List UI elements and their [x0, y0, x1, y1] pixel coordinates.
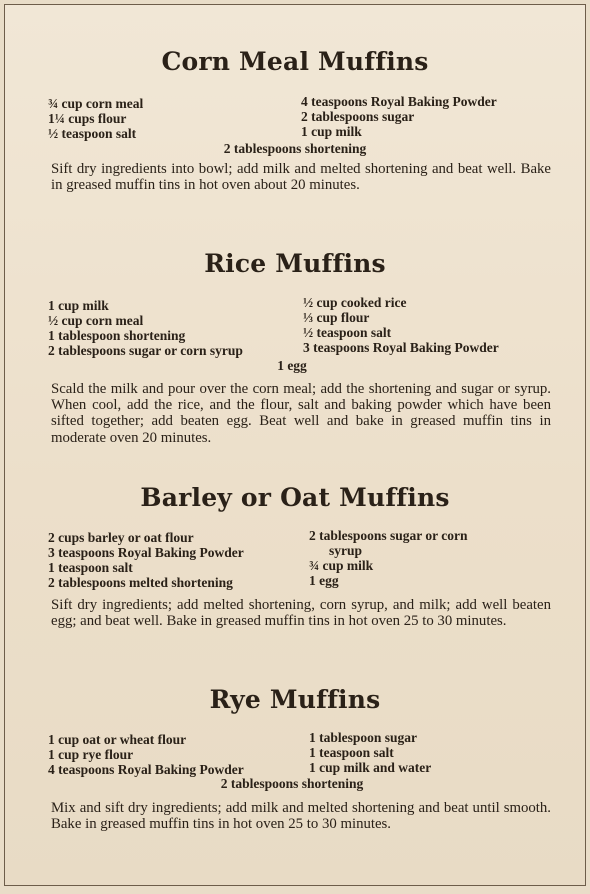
- ingredient: 2 tablespoons sugar or corn: [309, 528, 468, 543]
- ingredient: 1¼ cups flour: [48, 111, 127, 126]
- ingredient: 4 teaspoons Royal Baking Powder: [301, 94, 497, 109]
- recipe-title: Rye Muffins: [209, 685, 381, 714]
- recipe-title: Rice Muffins: [204, 249, 386, 278]
- ingredient: 1 egg: [309, 573, 339, 588]
- recipe-corn-meal-muffins: [5, 47, 585, 76]
- ingredients-left: [48, 530, 244, 590]
- ingredient: 1 teaspoon salt: [309, 745, 394, 760]
- recipe-method: Scald the milk and pour over the corn meal; add the shortening and sugar or syrup. When cool, add the rice, and the flour, salt and baking powder which have been sifted together; add beaten egg. Beat well and bake in greased muffin tins in moderate oven 20 minutes.: [51, 381, 551, 446]
- ingredient: 1 cup oat or wheat flour: [48, 732, 187, 747]
- ingredient: 1 cup milk: [301, 124, 362, 139]
- ingredient: 4 teaspoons Royal Baking Powder: [48, 762, 244, 777]
- ingredients-left: [48, 298, 243, 358]
- recipe-rice-muffins: [5, 249, 585, 278]
- ingredient: 2 tablespoons sugar: [301, 109, 415, 124]
- ingredient: 1 teaspoon salt: [48, 560, 133, 575]
- recipe-barley-or-oat-muffins: [5, 483, 585, 512]
- ingredient: 1 cup milk: [48, 298, 109, 313]
- ingredient: ⅓ cup flour: [303, 310, 370, 325]
- ingredients-right: [301, 94, 497, 139]
- ingredients-right: [303, 295, 499, 355]
- ingredient: ½ cup corn meal: [48, 313, 144, 328]
- ingredient-centered: 1 egg: [277, 358, 307, 373]
- recipe-method: Mix and sift dry ingredients; add milk and melted shortening and beat until smooth. Bake in greased muffin tins in hot oven 25 to 30 minutes.: [51, 800, 551, 833]
- ingredients-right: [309, 730, 431, 775]
- ingredient: ½ teaspoon salt: [303, 325, 392, 340]
- ingredient: ¾ cup milk: [309, 558, 374, 573]
- ingredient: 3 teaspoons Royal Baking Powder: [303, 340, 499, 355]
- recipe-rye-muffins: [5, 685, 585, 714]
- recipe-method: Sift dry ingredients; add melted shortening, corn syrup, and milk; add well beaten egg; and beat well. Bake in greased muffin tins in hot oven 25 to 30 minutes.: [51, 597, 551, 630]
- ingredient: ½ cup cooked rice: [303, 295, 407, 310]
- ingredient: ¾ cup corn meal: [48, 96, 144, 111]
- ingredients-right: [309, 528, 468, 588]
- ingredient: 1 cup milk and water: [309, 760, 432, 775]
- ingredient-centered: 2 tablespoons shortening: [223, 141, 367, 156]
- ingredient-centered: 2 tablespoons shortening: [220, 776, 364, 791]
- ingredient: 2 cups barley or oat flour: [48, 530, 194, 545]
- recipe-title: Barley or Oat Muffins: [140, 483, 450, 512]
- ingredient: 2 tablespoons melted shortening: [48, 575, 233, 590]
- ingredient: 1 tablespoon shortening: [48, 328, 186, 343]
- ingredient: ½ teaspoon salt: [48, 126, 137, 141]
- recipe-method: Sift dry ingredients into bowl; add milk and melted shortening and beat well. Bake in greased muffin tins in hot oven about 20 minutes.: [51, 161, 551, 194]
- ingredient: syrup: [329, 543, 363, 558]
- ingredients-left: [48, 732, 244, 777]
- ingredients-left: [48, 96, 143, 141]
- ingredient: 3 teaspoons Royal Baking Powder: [48, 545, 244, 560]
- recipe-title: Corn Meal Muffins: [161, 47, 429, 76]
- ingredient: 2 tablespoons sugar or corn syrup: [48, 343, 243, 358]
- recipe-page: [4, 4, 586, 886]
- ingredient: 1 tablespoon sugar: [309, 730, 418, 745]
- ingredient: 1 cup rye flour: [48, 747, 134, 762]
